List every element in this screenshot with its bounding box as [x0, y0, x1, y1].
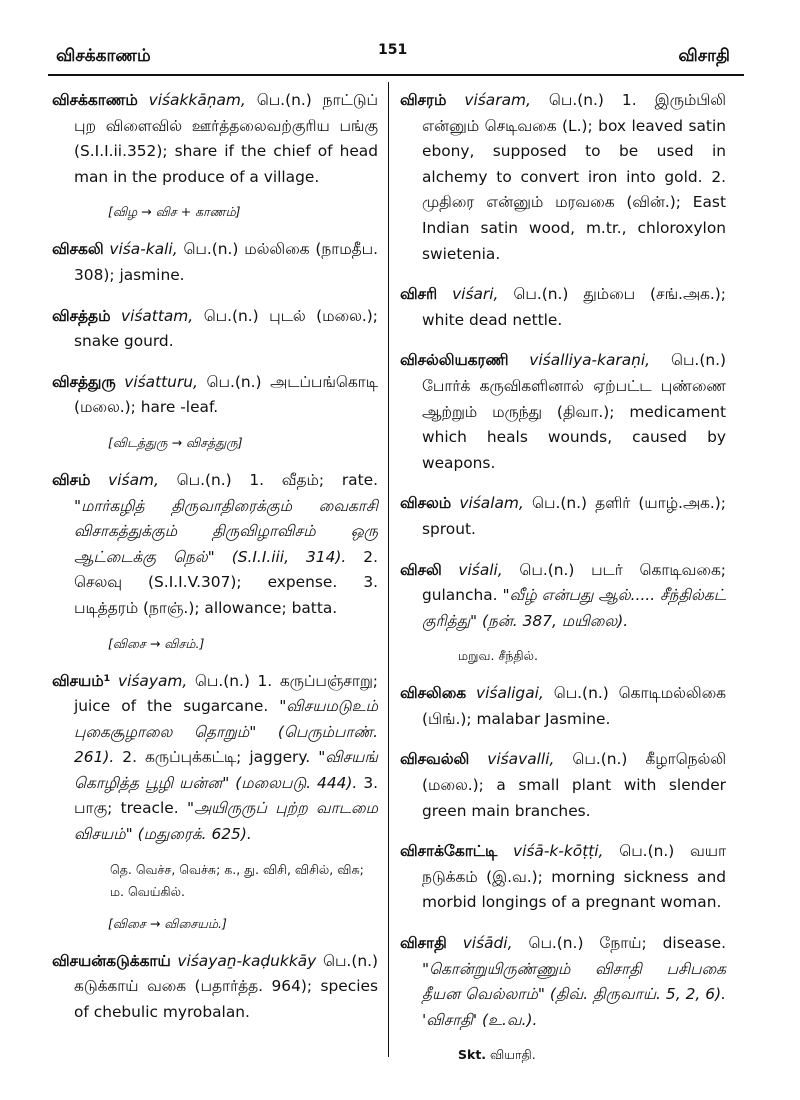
definition: பெ.(n.) 1. இரும்பிலி என்னும் செடிவகை (L.); box leaved satin ebony, supposed to be used in alchemy to convert iron into gold. 2. முதிரை என்னும் மரவகை (வின்.); East Indian satin wood, m.tr., chloroxylon swietenia. — [422, 91, 726, 263]
etymology: [விடத்துரு → விசத்துரு] — [108, 434, 243, 450]
dictionary-entry — [400, 282, 726, 333]
dictionary-entry — [52, 468, 378, 622]
transliteration: viśa-kali, — [109, 240, 178, 259]
synonym-note: மறுவ. சீந்தில். — [458, 648, 538, 664]
quotation: "விசயமடுஉம் புகைசூழாலை தொறும்" (பெரும்பாண். 261). — [74, 697, 378, 767]
right-running-head: விசாதி — [678, 46, 730, 66]
dictionary-entry — [400, 491, 726, 542]
dictionary-entry — [52, 304, 378, 355]
transliteration: viśattam, — [120, 306, 194, 325]
definition: பெ.(n.) வயா நடுக்கம் (இ.வ.); morning sickness and morbid longings of a pregnant woman. — [422, 842, 726, 912]
definition: பெ.(n.) தளிர் (யாழ்.அக.); sprout. — [422, 494, 726, 538]
transliteration: viśaligai, — [476, 684, 544, 703]
definition: பெ.(n.) படர் கொடிவகை; gulancha. — [422, 560, 726, 605]
definition: பெ.(n.) அடப்பங்கொடி (மலை.); hare -leaf. — [74, 372, 378, 417]
definition: பெ.(n.) புடல் (மலை.); snake gourd. — [74, 306, 378, 351]
quotation: "வீழ் என்பது ஆல்..... சீந்தில்கட் குரித்து" (நன். 387, மயிலை). — [422, 586, 726, 630]
transliteration: viśari, — [452, 285, 499, 304]
right-column — [400, 88, 726, 1080]
dictionary-entry — [52, 237, 378, 288]
dictionary-entry — [400, 558, 726, 635]
transliteration: viśavalli, — [487, 750, 555, 769]
definition: பெ.(n.) மல்லிகை (நாமதீப. 308); jasmine. — [74, 240, 378, 284]
quotation: "கொன்றுயிருண்ணும் விசாதி பசிபகை தீயன வெல்லாம்" (திவ். திருவாய். 5, 2, 6). 'விசாதி' (உ.வ.). — [422, 959, 726, 1029]
sanskrit-label: Skt. — [458, 1047, 487, 1063]
quotation: "அயிருருப் புற்ற வாடமை விசயம்" (மதுரைக். 625). — [74, 799, 378, 844]
transliteration: viśatturu, — [124, 372, 198, 391]
quotation: "விசயங் கொழித்த பூழி யன்ன" (மலைபடு. 444). — [74, 748, 378, 792]
dictionary-entry — [400, 348, 726, 476]
headword: விசம் — [52, 470, 91, 489]
page-number: 151 — [378, 42, 408, 58]
definition: பெ.(n.) கடுக்காய் வகை (பதார்த்த. 964); species of chebulic myrobalan. — [74, 951, 378, 1021]
dictionary-entry — [400, 88, 726, 267]
column-divider — [388, 82, 389, 1057]
etymology: [விசை → விசையம்.] — [108, 915, 227, 931]
definition: பெ.(n.) கீழாநெல்லி (மலை.); a small plant with slender green main branches. — [422, 750, 726, 820]
etymology: [விசை → விசம்.] — [108, 635, 205, 651]
transliteration: viśakkāṇam, — [148, 91, 246, 109]
definition: 2. கருப்புக்கட்டி; jaggery. — [122, 748, 311, 767]
transliteration: viśalam, — [459, 494, 524, 513]
dictionary-entry — [400, 681, 726, 732]
headword: விசத்தம் — [52, 306, 111, 325]
page-header — [0, 0, 800, 80]
transliteration: viśali, — [458, 560, 503, 579]
definition: பெ.(n.) நாட்டுப் புற விளைவில் ஊர்த்தலைவற்குரிய பங்கு (S.I.I.ii.352); share if the chief of head man in the produce of a village. — [74, 91, 378, 186]
dictionary-entry — [400, 747, 726, 824]
dictionary-entry — [52, 370, 378, 421]
quotation: "மார்கழித் திருவாதிரைக்கும் வைகாசி விசாகத்துக்கும் திருவிழாவிசம் ஒரு ஆட்டைக்கு நெல்" (S.I.I.iii, 314). — [74, 496, 378, 566]
left-running-head: விசக்காணம் — [56, 46, 151, 66]
headword: விசயம்¹ — [52, 671, 111, 690]
transliteration: viśaram, — [464, 91, 531, 109]
headword: விசல்லியகரணி — [400, 351, 509, 370]
transliteration: viśādi, — [462, 934, 513, 953]
definition: பெ.(n.) போர்க் கருவிகளினால் ஏற்பட்ட புண்ணை ஆற்றும் மருந்து (திவா.); medicament which heals wounds, caused by weapons. — [422, 351, 726, 472]
headword: விசலிகை — [400, 684, 467, 703]
sanskrit-note — [458, 1044, 726, 1066]
cognates: தெ. வெச்ச, வெச்சு; க., து. விசி, விசில், விசு; ம. வெய்கில். — [110, 861, 364, 899]
transliteration: viśayaṉ-kaḍukkāy — [177, 951, 317, 970]
transliteration: viśalliya-karaṇi, — [529, 351, 651, 370]
headword: விசயன்கடுக்காய் — [52, 951, 171, 970]
sanskrit-word: வியாதி. — [490, 1047, 536, 1063]
definition: 2. செலவு (S.I.I.V.307); expense. 3. படித்தரம் (நாஞ்.); allowance; batta. — [74, 547, 378, 617]
left-column — [52, 88, 378, 1040]
dictionary-entry — [400, 839, 726, 916]
definition: பெ.(n.) 1. வீதம்; rate. — [176, 470, 378, 489]
transliteration: viśam, — [108, 470, 159, 489]
headword: விசவல்லி — [400, 750, 470, 769]
headword: விசரம் — [400, 91, 447, 109]
header-rule — [48, 74, 744, 76]
headword: விசரி — [400, 285, 438, 304]
definition: பெ.(n.) 1. கருப்பஞ்சாறு; juice of the sugarcane. — [74, 671, 378, 716]
dictionary-entry — [52, 88, 378, 190]
dictionary-entry — [400, 931, 726, 1033]
headword: விசத்துரு — [52, 372, 116, 391]
dictionary-entry — [52, 669, 378, 848]
definition: பெ.(n.) தும்பை (சங்.அக.); white dead nettle. — [422, 285, 726, 329]
transliteration: viśayam, — [118, 671, 188, 690]
headword: விசக்காணம் — [52, 91, 138, 109]
headword: விசாதி — [400, 934, 447, 953]
definition: பெ.(n.) கொடிமல்லிகை (பிங்.); malabar Jasmine. — [422, 684, 726, 728]
etymology: [விழ → விச + காணம்] — [108, 204, 241, 220]
transliteration: viśā-k-kōṭṭi, — [513, 842, 604, 861]
definition: பெ.(n.) நோய்; disease. — [528, 934, 726, 953]
headword: விசலம் — [400, 494, 452, 513]
headword: விசகலி — [52, 240, 104, 259]
dictionary-entry — [52, 949, 378, 1026]
definition: 3. பாகு; treacle. — [74, 773, 378, 818]
headword: விசாக்கோட்டி — [400, 842, 498, 861]
headword: விசலி — [400, 560, 442, 579]
